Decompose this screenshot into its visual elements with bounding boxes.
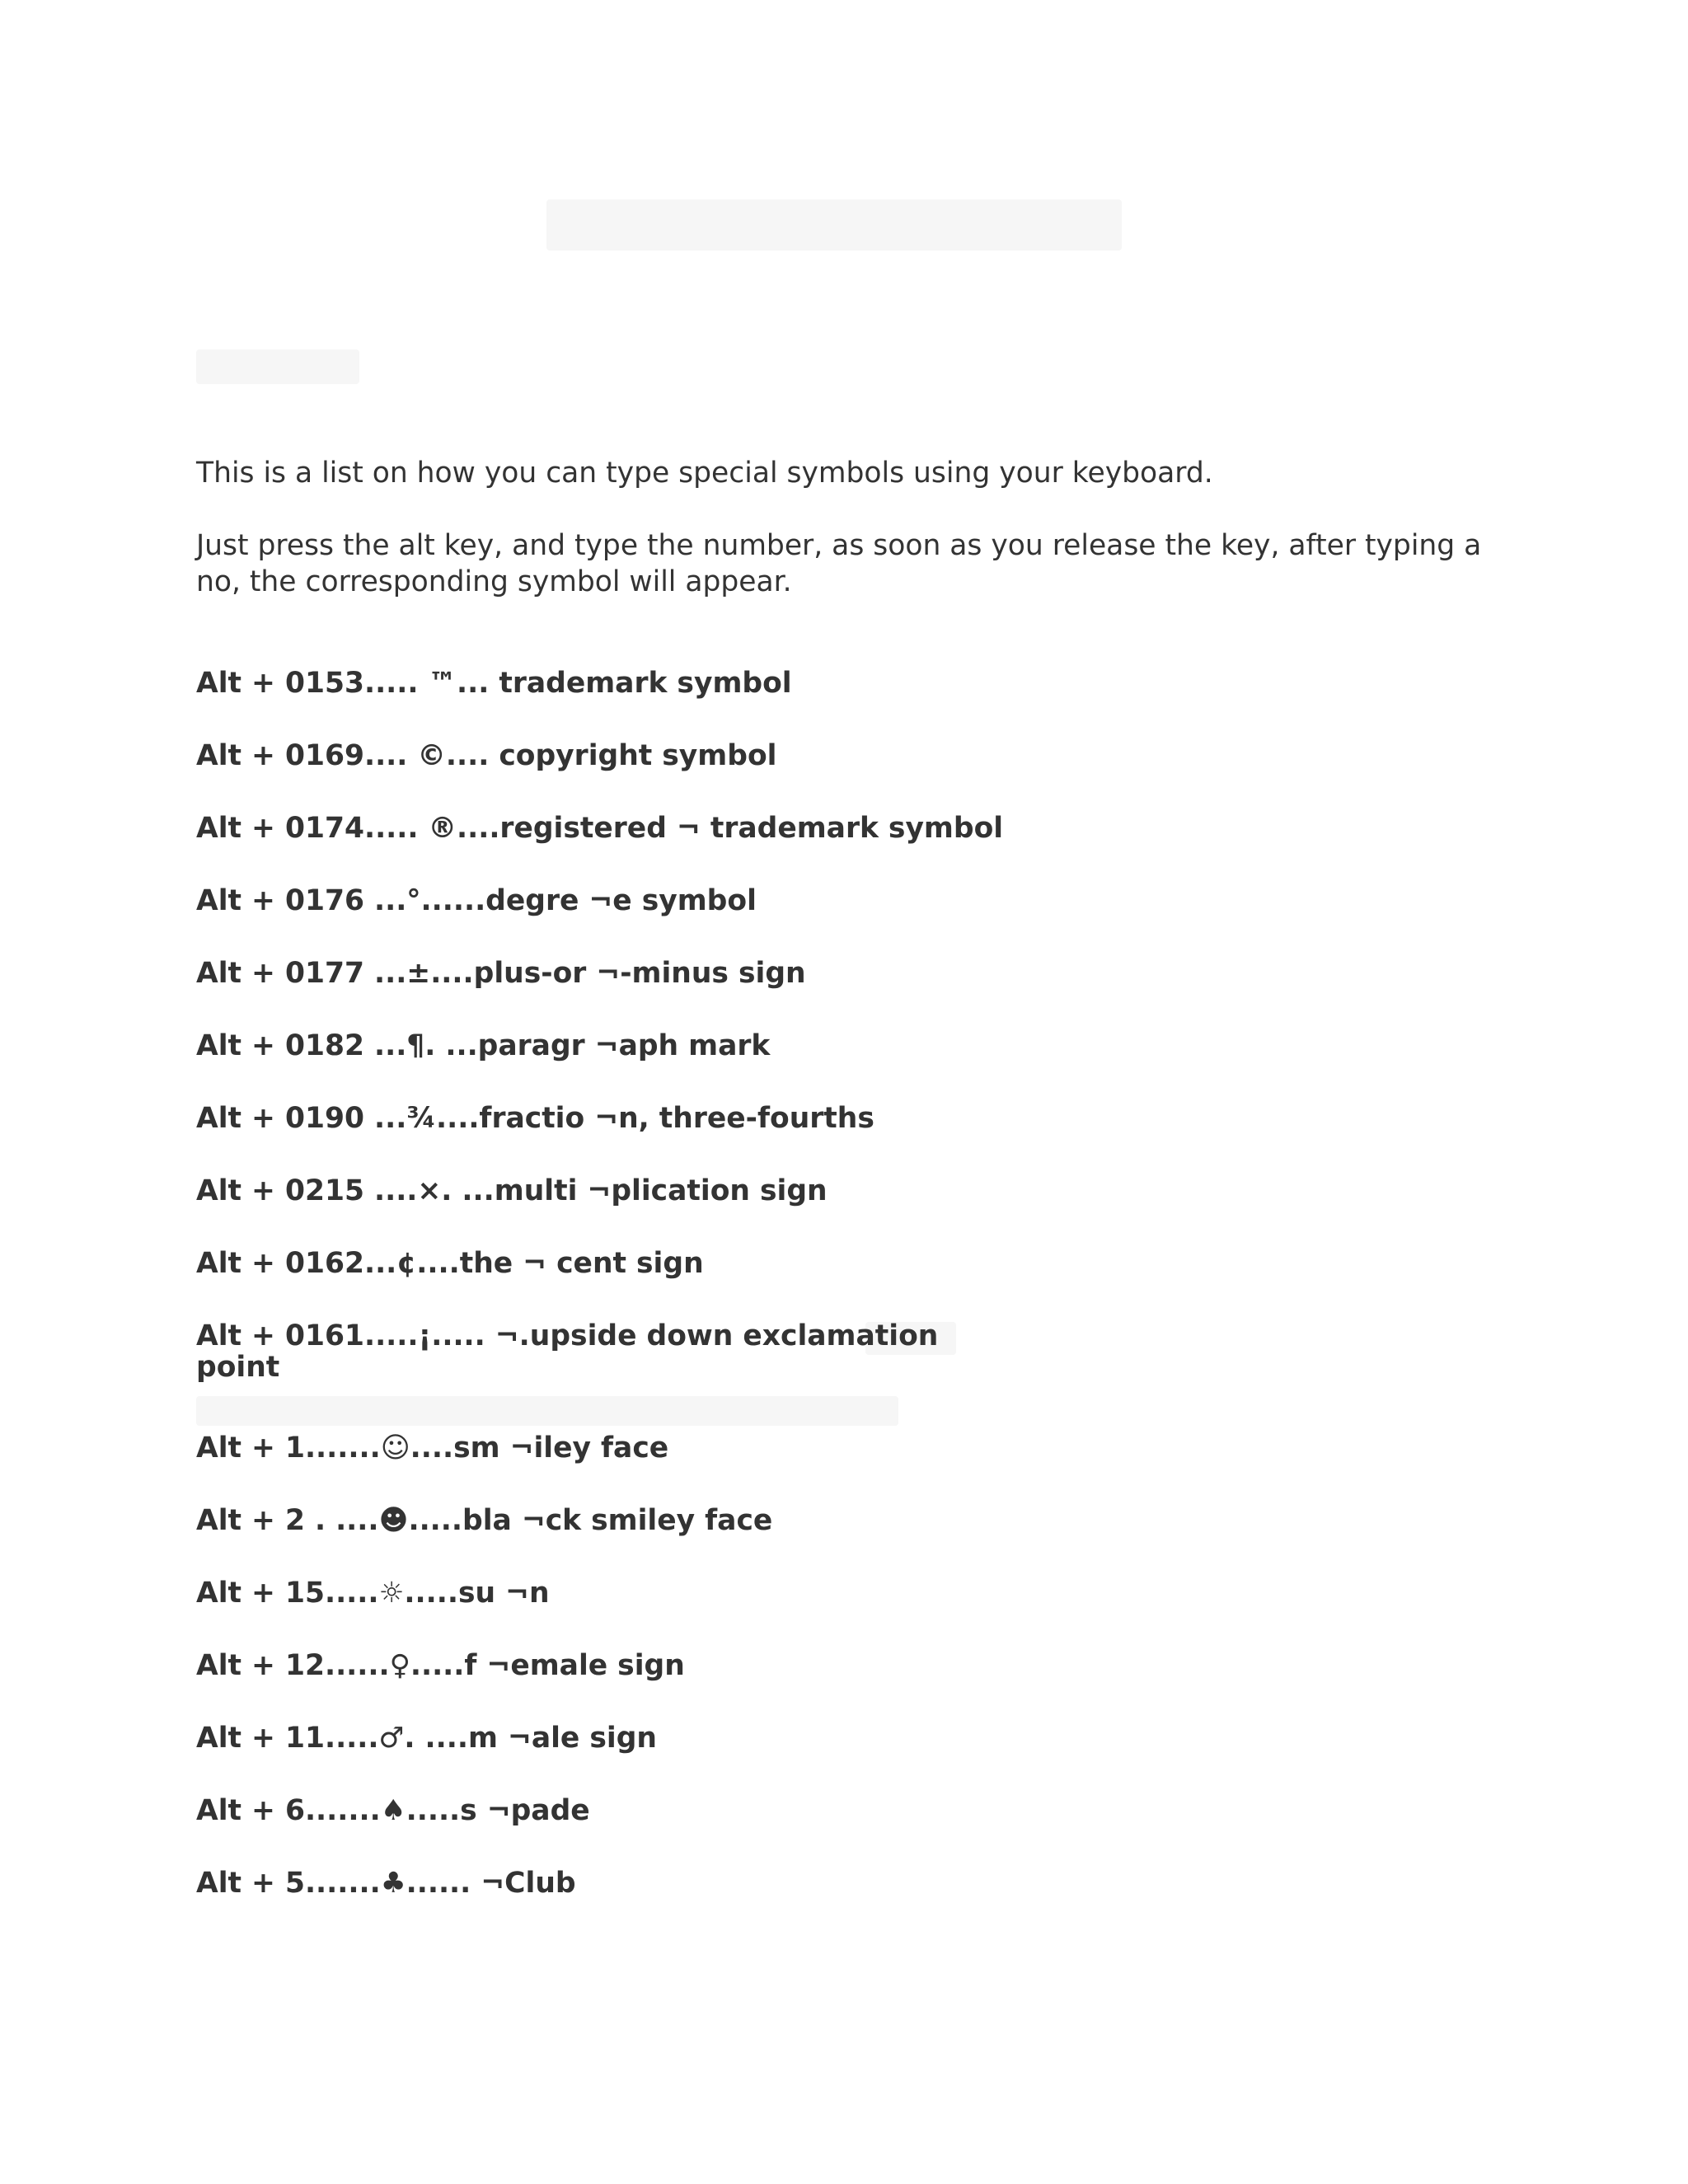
faded-subtitle-placeholder (196, 349, 359, 384)
symbol-entry: Alt + 0162...¢....the ¬ cent sign (196, 1247, 704, 1280)
symbol-entry: Alt + 0190 ...¾....fractio ¬n, three-fourths (196, 1102, 874, 1135)
symbol-entry: Alt + 0161.....¡..... ¬.upside down exclamation point (196, 1319, 939, 1384)
symbol-entry: Alt + 0169.... ©.... copyright symbol (196, 739, 777, 772)
alt-code-entry: Alt + 6.......♠.....s ¬pade (196, 1794, 590, 1827)
symbol-entry: Alt + 0174..... ®....registered ¬ trademark symbol (196, 812, 1004, 845)
document-body (196, 455, 1531, 1940)
alt-code-entry: Alt + 11.....♂. ....m ¬ale sign (196, 1722, 657, 1755)
alt-code-entry: Alt + 1.......☺....sm ¬iley face (196, 1432, 669, 1465)
alt-code-entry: Alt + 2 . ....☻.....bla ¬ck smiley face (196, 1504, 773, 1537)
symbol-entry: Alt + 0215 ....×. ...multi ¬plication sign (196, 1174, 828, 1207)
alt-code-entry: Alt + 12......♀.....f ¬emale sign (196, 1649, 685, 1682)
special-symbols-list (196, 668, 1531, 1383)
symbol-entry: Alt + 0182 ...¶. ...paragr ¬aph mark (196, 1029, 771, 1062)
alt-code-symbols-list (196, 1432, 1531, 1899)
intro-paragraph: This is a list on how you can type special symbols using your keyboard. (196, 457, 1213, 490)
symbol-entry: Alt + 0177 ...±....plus-or ¬-minus sign (196, 957, 806, 990)
faded-title-placeholder (546, 199, 1122, 251)
instructions-paragraph: Just press the alt key, and type the number, as soon as you release the key, after typing a no, the corresponding symbol will appear. (196, 529, 1482, 598)
symbol-entry: Alt + 0153..... ™... trademark symbol (196, 667, 792, 700)
symbol-entry: Alt + 0176 ...°......degre ¬e symbol (196, 884, 757, 917)
alt-code-entry: Alt + 15.....☼.....su ¬n (196, 1577, 550, 1610)
alt-code-entry: Alt + 5.......♣...... ¬Club (196, 1867, 576, 1900)
